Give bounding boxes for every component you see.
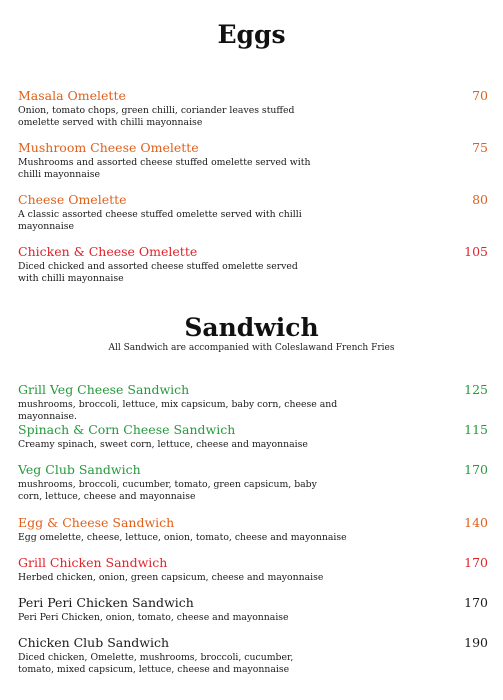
- item-price: 170: [464, 462, 488, 477]
- item-price: 140: [464, 515, 488, 530]
- menu-item-chicken-cheese-omelette: [18, 244, 488, 284]
- menu-item-cheese-omelette: [18, 192, 488, 232]
- item-description: Mushrooms and assorted cheese stuffed omelette served with chilli mayonnaise: [18, 157, 311, 180]
- menu-item-egg-cheese-sandwich: [18, 515, 488, 544]
- item-description: Egg omelette, cheese, lettuce, onion, tomato, cheese and mayonnaise: [18, 532, 347, 543]
- item-description: Peri Peri Chicken, onion, tomato, cheese and mayonnaise: [18, 612, 289, 623]
- item-description: mushrooms, broccoli, cucumber, tomato, green capsicum, baby corn, lettuce, cheese and mayonnaise: [18, 479, 317, 502]
- item-price: 125: [464, 382, 488, 397]
- item-description: Herbed chicken, onion, green capsicum, cheese and mayonnaise: [18, 572, 324, 583]
- menu-item-mushroom-cheese-omelette: [18, 140, 488, 180]
- item-description: mushrooms, broccoli, lettuce, mix capsicum, baby corn, cheese and mayonnaise.: [18, 399, 338, 422]
- section-title-eggs: Eggs: [217, 20, 286, 49]
- item-description: Onion, tomato chops, green chilli, coriander leaves stuffed omelette served with chilli mayonnaise: [18, 105, 295, 128]
- item-description: A classic assorted cheese stuffed omelette served with chilli mayonnaise: [18, 209, 302, 232]
- item-price: 115: [464, 422, 488, 437]
- item-price: 75: [472, 140, 488, 155]
- item-description: Diced chicked and assorted cheese stuffed omelette served with chilli mayonnaise: [18, 261, 298, 284]
- item-price: 170: [464, 595, 488, 610]
- item-price: 170: [464, 555, 488, 570]
- item-name: Spinach & Corn Cheese Sandwich: [18, 422, 236, 437]
- menu-item-spinach-corn-cheese-sandwich: [18, 422, 488, 451]
- menu-item-grill-veg-cheese-sandwich: [18, 382, 488, 422]
- item-name: Cheese Omelette: [18, 192, 127, 207]
- menu-item-grill-chicken-sandwich: [18, 555, 488, 584]
- item-name: Egg & Cheese Sandwich: [18, 515, 175, 530]
- item-name: Chicken Club Sandwich: [18, 635, 170, 650]
- item-price: 105: [464, 244, 488, 259]
- item-name: Mushroom Cheese Omelette: [18, 140, 199, 155]
- item-price: 80: [472, 192, 488, 207]
- menu-item-chicken-club-sandwich: [18, 635, 488, 675]
- item-price: 190: [464, 635, 488, 650]
- section-title-sandwich: Sandwich: [184, 313, 319, 342]
- item-name: Grill Chicken Sandwich: [18, 555, 168, 570]
- menu-item-masala-omelette: [18, 88, 488, 128]
- item-name: Masala Omelette: [18, 88, 126, 103]
- item-name: Chicken & Cheese Omelette: [18, 244, 198, 259]
- menu-item-peri-peri-chicken-sandwich: [18, 595, 488, 624]
- item-description: Creamy spinach, sweet corn, lettuce, cheese and mayonnaise: [18, 439, 308, 450]
- item-price: 70: [472, 88, 488, 103]
- menu-item-veg-club-sandwich: [18, 462, 488, 502]
- section-subtitle: All Sandwich are accompanied with Coleslawand French Fries: [108, 343, 395, 353]
- item-name: Veg Club Sandwich: [18, 462, 141, 477]
- item-name: Peri Peri Chicken Sandwich: [18, 595, 194, 610]
- item-name: Grill Veg Cheese Sandwich: [18, 382, 190, 397]
- item-description: Diced chicken, Omelette, mushrooms, broccoli, cucumber, tomato, mixed capsicum, lettuce, cheese and mayonnaise: [18, 652, 294, 675]
